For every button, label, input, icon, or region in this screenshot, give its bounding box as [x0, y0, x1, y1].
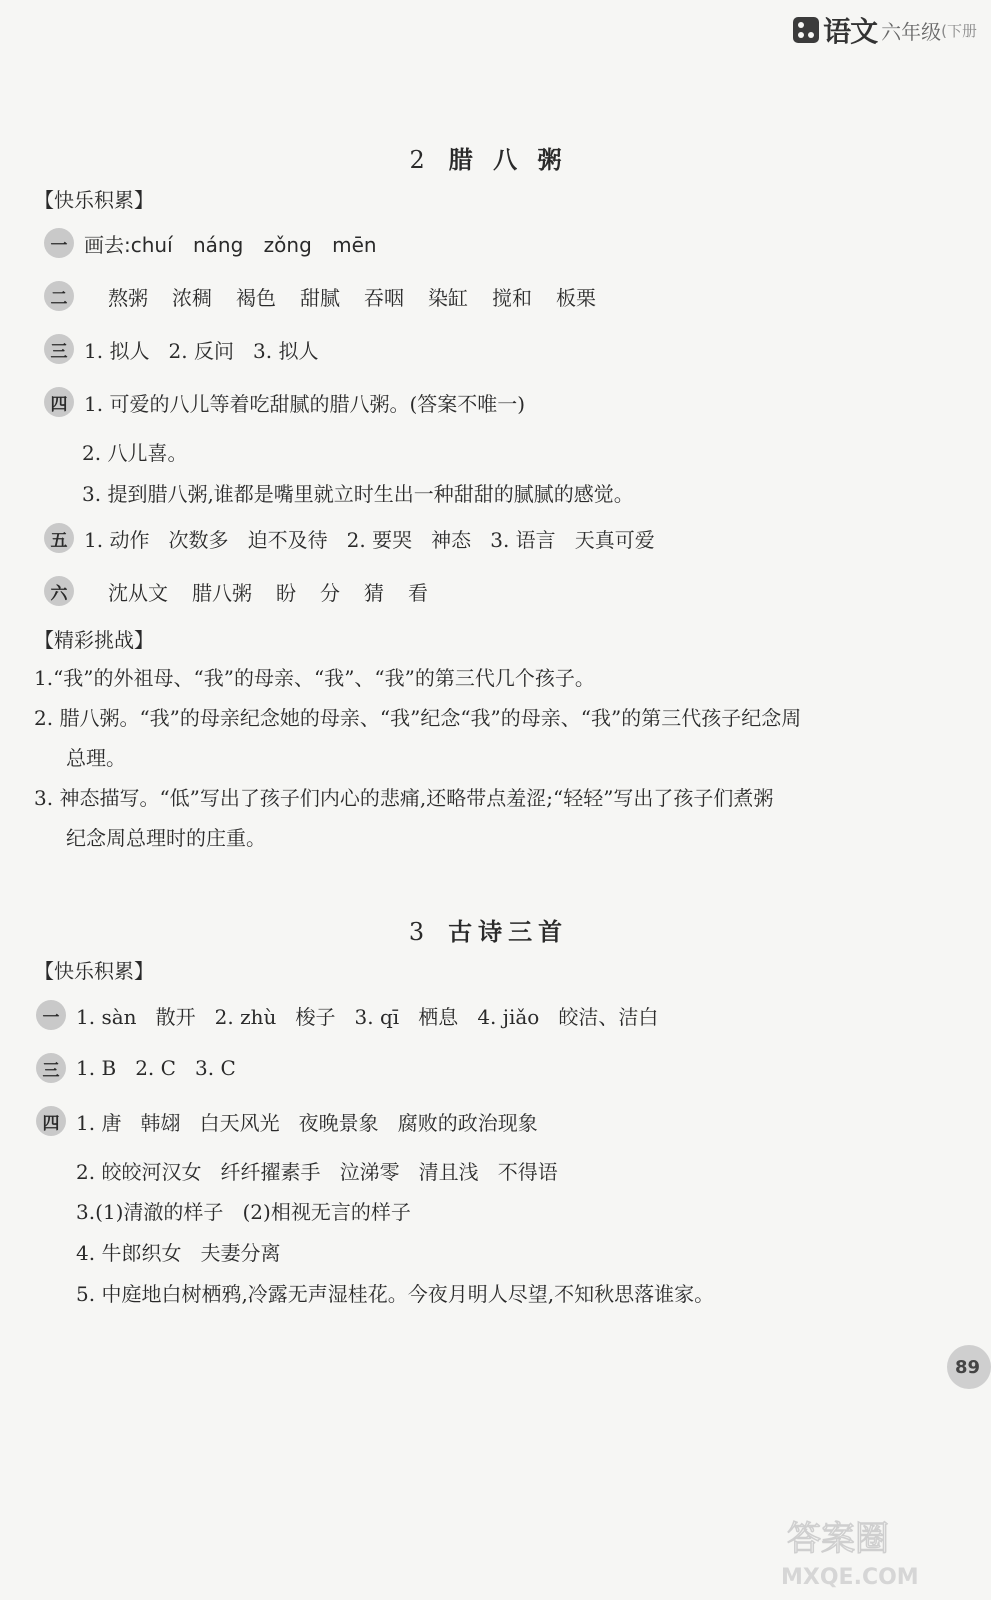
question-badge: 一	[36, 1000, 66, 1030]
answer-item: 褐色	[236, 285, 276, 310]
book-logo-icon	[793, 17, 819, 43]
answer-item: 吞咽	[364, 285, 404, 310]
answer-line: 总理。	[66, 746, 126, 770]
svg-text:MXQE.COM: MXQE.COM	[781, 1565, 919, 1590]
question-5	[44, 523, 655, 553]
question-1	[44, 228, 377, 258]
question-badge: 三	[36, 1053, 66, 1083]
answer-line: 2. 皎皎河汉女 纤纤擢素手 泣涕零 清且浅 不得语	[76, 1160, 558, 1184]
section-happy-accumulation: 【快乐积累】	[34, 959, 154, 983]
subject-label: 语文	[823, 15, 878, 48]
question-text: 画去:chuí náng zǒng mēn	[84, 232, 377, 257]
section-challenge: 【精彩挑战】	[34, 628, 154, 652]
answer-item: 看	[408, 580, 428, 605]
answer-item: 腊八粥	[192, 580, 252, 605]
question-3	[36, 1053, 236, 1083]
answer-line: 1. 可爱的八儿等着吃甜腻的腊八粥。(答案不唯一)	[84, 391, 526, 416]
question-text: 1. 动作 次数多 迫不及待 2. 要哭 神态 3. 语言 天真可爱	[84, 527, 655, 552]
question-text: 1. B 2. C 3. C	[76, 1056, 236, 1080]
question-2	[44, 281, 596, 311]
question-3	[44, 334, 318, 364]
answer-item: 猜	[364, 580, 384, 605]
question-badge: 二	[44, 281, 74, 311]
answer-item: 搅和	[492, 285, 532, 310]
challenge-answers	[34, 658, 801, 858]
answer-line: 纪念周总理时的庄重。	[66, 826, 266, 850]
page-number: 89	[947, 1345, 991, 1389]
answer-item: 熬粥	[108, 285, 148, 310]
section-happy-accumulation: 【快乐积累】	[34, 188, 154, 212]
answer-item: 盼	[276, 580, 296, 605]
answer-item: 分	[320, 580, 340, 605]
svg-text:答案圈: 答案圈	[787, 1519, 889, 1559]
question-badge: 四	[36, 1106, 66, 1136]
answer-line: 1. 唐 韩翃 白天风光 夜晚景象 腐败的政治现象	[76, 1110, 538, 1135]
answer-line: 4. 牛郎织女 夫妻分离	[76, 1241, 281, 1265]
answer-line: 3. 神态描写。“低”写出了孩子们内心的悲痛,还略带点羞涩;“轻轻”写出了孩子们煮粥	[34, 786, 774, 810]
question-badge: 六	[44, 576, 74, 606]
answer-line: 5. 中庭地白树栖鸦,冷露无声湿桂花。今夜月明人尽望,不知秋思落谁家。	[76, 1282, 715, 1306]
answer-item: 沈从文	[108, 580, 168, 605]
question-6	[44, 576, 428, 606]
answer-item: 浓稠	[172, 285, 212, 310]
volume-label: (下册	[941, 21, 977, 40]
answer-line: 1.“我”的外祖母、“我”的母亲、“我”、“我”的第三代几个孩子。	[34, 666, 595, 690]
question-4	[36, 1106, 538, 1136]
question-badge: 五	[44, 523, 74, 553]
question-1	[36, 1000, 658, 1030]
answer-line: 3.(1)清澈的样子 (2)相视无言的样子	[76, 1200, 411, 1224]
page-header	[793, 10, 977, 50]
question-badge: 一	[44, 228, 74, 258]
answer-line: 2. 腊八粥。“我”的母亲纪念她的母亲、“我”纪念“我”的母亲、“我”的第三代孩子纪念周	[34, 706, 802, 730]
question-text: 1. 拟人 2. 反问 3. 拟人	[84, 338, 319, 363]
watermark-logo-icon	[777, 1510, 957, 1590]
lesson-2-title: 2 腊 八 粥	[409, 145, 568, 174]
question-text: 1. sàn 散开 2. zhù 梭子 3. qī 栖息 4. jiǎo 皎洁、洁白	[76, 1004, 659, 1029]
answer-line: 3. 提到腊八粥,谁都是嘴里就立时生出一种甜甜的腻腻的感觉。	[82, 482, 634, 506]
question-badge: 四	[44, 387, 74, 417]
grade-label: 六年级	[881, 19, 942, 44]
answer-item: 染缸	[428, 285, 468, 310]
question-badge: 三	[44, 334, 74, 364]
answer-item: 甜腻	[300, 285, 340, 310]
answer-line: 2. 八儿喜。	[82, 441, 188, 465]
answer-item: 板栗	[556, 285, 596, 310]
lesson-3-title: 3 古诗三首	[408, 917, 569, 946]
question-4	[44, 387, 525, 417]
